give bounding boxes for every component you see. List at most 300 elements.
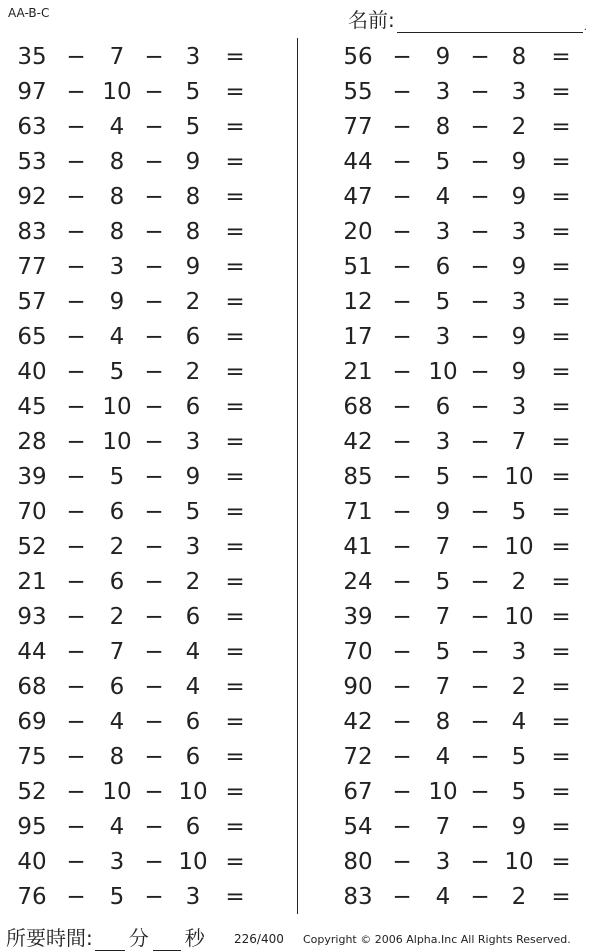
first-number: 65 [17, 324, 47, 350]
third-number: 8 [185, 184, 201, 210]
minus-sign: − [66, 849, 86, 875]
third-number: 6 [185, 394, 201, 420]
time-label: 所要時間: [6, 926, 93, 950]
minus-sign: − [392, 569, 412, 595]
left-problem-row [0, 250, 270, 285]
second-number: 6 [109, 499, 125, 525]
equals-sign: = [551, 849, 571, 875]
minutes-unit: 分 [128, 926, 149, 950]
second-number: 9 [109, 289, 125, 315]
second-number: 3 [109, 254, 125, 280]
first-number: 40 [17, 359, 47, 385]
first-number: 41 [343, 534, 373, 560]
first-number: 17 [343, 324, 373, 350]
minus-sign: − [66, 499, 86, 525]
worksheet-code: AA-B-C [8, 6, 50, 20]
equals-sign: = [551, 464, 571, 490]
minus-sign: − [470, 114, 490, 140]
page-number: 226/400 [234, 932, 284, 946]
first-number: 24 [343, 569, 373, 595]
left-problem-row [0, 775, 270, 810]
right-problem-row [326, 145, 596, 180]
first-number: 95 [17, 814, 47, 840]
first-number: 54 [343, 814, 373, 840]
left-problem-row [0, 145, 270, 180]
second-number: 2 [109, 534, 125, 560]
second-number: 3 [109, 849, 125, 875]
first-number: 20 [343, 219, 373, 245]
first-number: 70 [343, 639, 373, 665]
first-number: 45 [17, 394, 47, 420]
equals-sign: = [551, 429, 571, 455]
right-problem-row [326, 285, 596, 320]
right-problem-row [326, 810, 596, 845]
first-number: 35 [17, 44, 47, 70]
minus-sign: − [392, 849, 412, 875]
equals-sign: = [225, 569, 245, 595]
equals-sign: = [225, 744, 245, 770]
minus-sign: − [392, 499, 412, 525]
minus-sign: − [392, 79, 412, 105]
equals-sign: = [551, 184, 571, 210]
minus-sign: − [470, 44, 490, 70]
equals-sign: = [551, 674, 571, 700]
minus-sign: − [144, 849, 164, 875]
first-number: 68 [343, 394, 373, 420]
first-number: 85 [343, 464, 373, 490]
equals-sign: = [551, 79, 571, 105]
left-problem-row [0, 495, 270, 530]
equals-sign: = [551, 499, 571, 525]
minus-sign: − [66, 44, 86, 70]
minus-sign: − [392, 114, 412, 140]
third-number: 3 [185, 534, 201, 560]
third-number: 9 [185, 149, 201, 175]
name-dot: . [583, 22, 587, 33]
minus-sign: − [66, 639, 86, 665]
third-number: 6 [185, 324, 201, 350]
minus-sign: − [144, 254, 164, 280]
second-number: 5 [109, 884, 125, 910]
minus-sign: − [392, 44, 412, 70]
minus-sign: − [144, 884, 164, 910]
right-problem-row [326, 600, 596, 635]
minus-sign: − [66, 534, 86, 560]
minus-sign: − [392, 184, 412, 210]
right-problem-row [326, 390, 596, 425]
second-number: 6 [435, 394, 451, 420]
first-number: 44 [343, 149, 373, 175]
first-number: 39 [343, 604, 373, 630]
equals-sign: = [225, 849, 245, 875]
third-number: 9 [185, 254, 201, 280]
minus-sign: − [144, 394, 164, 420]
left-problem-row [0, 740, 270, 775]
third-number: 9 [511, 149, 527, 175]
minus-sign: − [470, 744, 490, 770]
left-problem-row [0, 565, 270, 600]
third-number: 10 [178, 849, 208, 875]
first-number: 77 [343, 114, 373, 140]
third-number: 10 [178, 779, 208, 805]
left-problem-row [0, 670, 270, 705]
minus-sign: − [470, 79, 490, 105]
equals-sign: = [225, 289, 245, 315]
first-number: 67 [343, 779, 373, 805]
third-number: 4 [511, 709, 527, 735]
third-number: 4 [185, 639, 201, 665]
third-number: 3 [511, 639, 527, 665]
minus-sign: − [470, 289, 490, 315]
equals-sign: = [225, 254, 245, 280]
minus-sign: − [144, 219, 164, 245]
second-number: 5 [109, 464, 125, 490]
minus-sign: − [144, 289, 164, 315]
minus-sign: − [392, 884, 412, 910]
minus-sign: − [392, 429, 412, 455]
left-problem-row [0, 425, 270, 460]
right-problem-row [326, 110, 596, 145]
third-number: 8 [511, 44, 527, 70]
first-number: 75 [17, 744, 47, 770]
minus-sign: − [144, 324, 164, 350]
minus-sign: − [144, 79, 164, 105]
right-problem-row [326, 635, 596, 670]
equals-sign: = [225, 464, 245, 490]
copyright-notice: Copyright © 2006 Alpha.Inc All Rights Reserved. [303, 933, 571, 946]
third-number: 2 [185, 569, 201, 595]
third-number: 9 [511, 184, 527, 210]
third-number: 2 [511, 569, 527, 595]
minus-sign: − [470, 184, 490, 210]
right-problem-row [326, 565, 596, 600]
second-number: 8 [109, 184, 125, 210]
equals-sign: = [551, 394, 571, 420]
minus-sign: − [392, 639, 412, 665]
equals-sign: = [225, 44, 245, 70]
minus-sign: − [392, 779, 412, 805]
first-number: 92 [17, 184, 47, 210]
minus-sign: − [144, 464, 164, 490]
equals-sign: = [225, 149, 245, 175]
equals-sign: = [551, 534, 571, 560]
first-number: 21 [17, 569, 47, 595]
minus-sign: − [470, 814, 490, 840]
minus-sign: − [66, 359, 86, 385]
minus-sign: − [470, 639, 490, 665]
equals-sign: = [551, 289, 571, 315]
seconds-unit: 秒 [184, 926, 205, 950]
minus-sign: − [392, 219, 412, 245]
right-problem-row [326, 845, 596, 880]
first-number: 69 [17, 709, 47, 735]
minus-sign: − [392, 674, 412, 700]
minus-sign: − [470, 709, 490, 735]
third-number: 2 [185, 289, 201, 315]
minus-sign: − [66, 674, 86, 700]
right-problem-row [326, 460, 596, 495]
second-number: 3 [435, 324, 451, 350]
equals-sign: = [551, 779, 571, 805]
third-number: 2 [511, 884, 527, 910]
first-number: 21 [343, 359, 373, 385]
minus-sign: − [470, 604, 490, 630]
right-problem-row [326, 495, 596, 530]
first-number: 42 [343, 429, 373, 455]
equals-sign: = [225, 884, 245, 910]
minus-sign: − [66, 219, 86, 245]
third-number: 3 [185, 429, 201, 455]
third-number: 10 [504, 534, 534, 560]
minus-sign: − [66, 604, 86, 630]
minus-sign: − [144, 149, 164, 175]
minus-sign: − [392, 394, 412, 420]
second-number: 3 [435, 79, 451, 105]
first-number: 28 [17, 429, 47, 455]
third-number: 6 [185, 709, 201, 735]
equals-sign: = [551, 569, 571, 595]
minus-sign: − [144, 359, 164, 385]
equals-sign: = [225, 499, 245, 525]
left-problem-row [0, 530, 270, 565]
equals-sign: = [225, 639, 245, 665]
first-number: 55 [343, 79, 373, 105]
left-problem-row [0, 845, 270, 880]
third-number: 10 [504, 464, 534, 490]
third-number: 2 [511, 114, 527, 140]
minus-sign: − [66, 709, 86, 735]
minus-sign: − [470, 464, 490, 490]
third-number: 5 [185, 114, 201, 140]
equals-sign: = [225, 534, 245, 560]
second-number: 9 [435, 499, 451, 525]
first-number: 83 [343, 884, 373, 910]
equals-sign: = [551, 359, 571, 385]
second-number: 7 [435, 814, 451, 840]
minus-sign: − [66, 744, 86, 770]
equals-sign: = [225, 779, 245, 805]
minus-sign: − [66, 884, 86, 910]
minus-sign: − [470, 569, 490, 595]
minutes-blank[interactable] [95, 926, 125, 951]
first-number: 77 [17, 254, 47, 280]
left-problem-row [0, 285, 270, 320]
first-number: 71 [343, 499, 373, 525]
first-number: 52 [17, 534, 47, 560]
left-problem-row [0, 320, 270, 355]
second-number: 9 [435, 44, 451, 70]
equals-sign: = [225, 429, 245, 455]
minus-sign: − [144, 814, 164, 840]
minus-sign: − [144, 184, 164, 210]
minus-sign: − [66, 79, 86, 105]
minus-sign: − [66, 814, 86, 840]
left-problem-row [0, 705, 270, 740]
equals-sign: = [551, 219, 571, 245]
right-problem-row [326, 320, 596, 355]
left-problem-row [0, 110, 270, 145]
third-number: 10 [504, 849, 534, 875]
right-problem-row [326, 40, 596, 75]
second-number: 3 [435, 219, 451, 245]
minus-sign: − [66, 324, 86, 350]
first-number: 80 [343, 849, 373, 875]
name-label: 名前: [348, 8, 395, 32]
left-problem-row [0, 880, 270, 915]
right-problem-column [326, 40, 596, 915]
second-number: 8 [435, 114, 451, 140]
third-number: 3 [511, 79, 527, 105]
third-number: 3 [511, 394, 527, 420]
right-problem-row [326, 880, 596, 915]
second-number: 4 [109, 324, 125, 350]
second-number: 7 [435, 604, 451, 630]
second-number: 10 [428, 359, 458, 385]
second-number: 10 [428, 779, 458, 805]
second-number: 3 [435, 429, 451, 455]
name-blank-line[interactable] [397, 12, 583, 33]
left-problem-row [0, 390, 270, 425]
left-problem-row [0, 215, 270, 250]
second-number: 5 [435, 464, 451, 490]
equals-sign: = [225, 394, 245, 420]
third-number: 5 [511, 499, 527, 525]
minus-sign: − [392, 149, 412, 175]
right-problem-row [326, 740, 596, 775]
third-number: 7 [511, 429, 527, 455]
first-number: 51 [343, 254, 373, 280]
right-problem-row [326, 670, 596, 705]
second-number: 4 [435, 744, 451, 770]
right-problem-row [326, 425, 596, 460]
minus-sign: − [392, 464, 412, 490]
first-number: 83 [17, 219, 47, 245]
third-number: 4 [185, 674, 201, 700]
minus-sign: − [66, 429, 86, 455]
left-problem-row [0, 180, 270, 215]
second-number: 6 [109, 569, 125, 595]
seconds-blank[interactable] [153, 926, 181, 951]
right-problem-row [326, 250, 596, 285]
first-number: 39 [17, 464, 47, 490]
minus-sign: − [470, 324, 490, 350]
right-problem-row [326, 180, 596, 215]
equals-sign: = [551, 114, 571, 140]
third-number: 5 [511, 744, 527, 770]
minus-sign: − [392, 814, 412, 840]
equals-sign: = [225, 359, 245, 385]
first-number: 76 [17, 884, 47, 910]
minus-sign: − [144, 569, 164, 595]
first-number: 93 [17, 604, 47, 630]
equals-sign: = [225, 79, 245, 105]
first-number: 57 [17, 289, 47, 315]
minus-sign: − [470, 394, 490, 420]
equals-sign: = [551, 709, 571, 735]
equals-sign: = [225, 604, 245, 630]
second-number: 5 [435, 289, 451, 315]
minus-sign: − [470, 779, 490, 805]
first-number: 72 [343, 744, 373, 770]
right-problem-row [326, 355, 596, 390]
left-problem-row [0, 355, 270, 390]
first-number: 40 [17, 849, 47, 875]
second-number: 5 [435, 569, 451, 595]
equals-sign: = [551, 149, 571, 175]
minus-sign: − [144, 709, 164, 735]
equals-sign: = [551, 639, 571, 665]
first-number: 42 [343, 709, 373, 735]
equals-sign: = [225, 814, 245, 840]
third-number: 9 [511, 254, 527, 280]
first-number: 97 [17, 79, 47, 105]
second-number: 5 [435, 149, 451, 175]
equals-sign: = [551, 254, 571, 280]
second-number: 7 [435, 674, 451, 700]
minus-sign: − [66, 289, 86, 315]
third-number: 9 [511, 814, 527, 840]
minus-sign: − [392, 604, 412, 630]
third-number: 3 [511, 219, 527, 245]
second-number: 8 [109, 744, 125, 770]
minus-sign: − [392, 324, 412, 350]
left-problem-row [0, 75, 270, 110]
minus-sign: − [66, 569, 86, 595]
minus-sign: − [66, 254, 86, 280]
second-number: 4 [435, 884, 451, 910]
second-number: 4 [109, 814, 125, 840]
first-number: 90 [343, 674, 373, 700]
second-number: 4 [109, 114, 125, 140]
third-number: 6 [185, 814, 201, 840]
equals-sign: = [225, 184, 245, 210]
minus-sign: − [470, 674, 490, 700]
second-number: 8 [109, 149, 125, 175]
second-number: 4 [435, 184, 451, 210]
second-number: 7 [109, 44, 125, 70]
minus-sign: − [66, 394, 86, 420]
minus-sign: − [144, 604, 164, 630]
second-number: 8 [435, 709, 451, 735]
third-number: 9 [511, 324, 527, 350]
left-problem-row [0, 40, 270, 75]
right-problem-row [326, 775, 596, 810]
second-number: 7 [435, 534, 451, 560]
minus-sign: − [66, 779, 86, 805]
equals-sign: = [551, 814, 571, 840]
minus-sign: − [144, 114, 164, 140]
left-problem-row [0, 600, 270, 635]
column-divider [297, 38, 298, 914]
left-problem-row [0, 460, 270, 495]
time-taken [6, 922, 209, 951]
third-number: 5 [185, 499, 201, 525]
second-number: 5 [435, 639, 451, 665]
second-number: 10 [102, 394, 132, 420]
minus-sign: − [392, 709, 412, 735]
first-number: 68 [17, 674, 47, 700]
minus-sign: − [144, 779, 164, 805]
second-number: 8 [109, 219, 125, 245]
equals-sign: = [551, 324, 571, 350]
first-number: 63 [17, 114, 47, 140]
minus-sign: − [144, 429, 164, 455]
minus-sign: − [66, 149, 86, 175]
left-problem-column [0, 40, 270, 915]
minus-sign: − [392, 289, 412, 315]
minus-sign: − [470, 359, 490, 385]
minus-sign: − [66, 464, 86, 490]
